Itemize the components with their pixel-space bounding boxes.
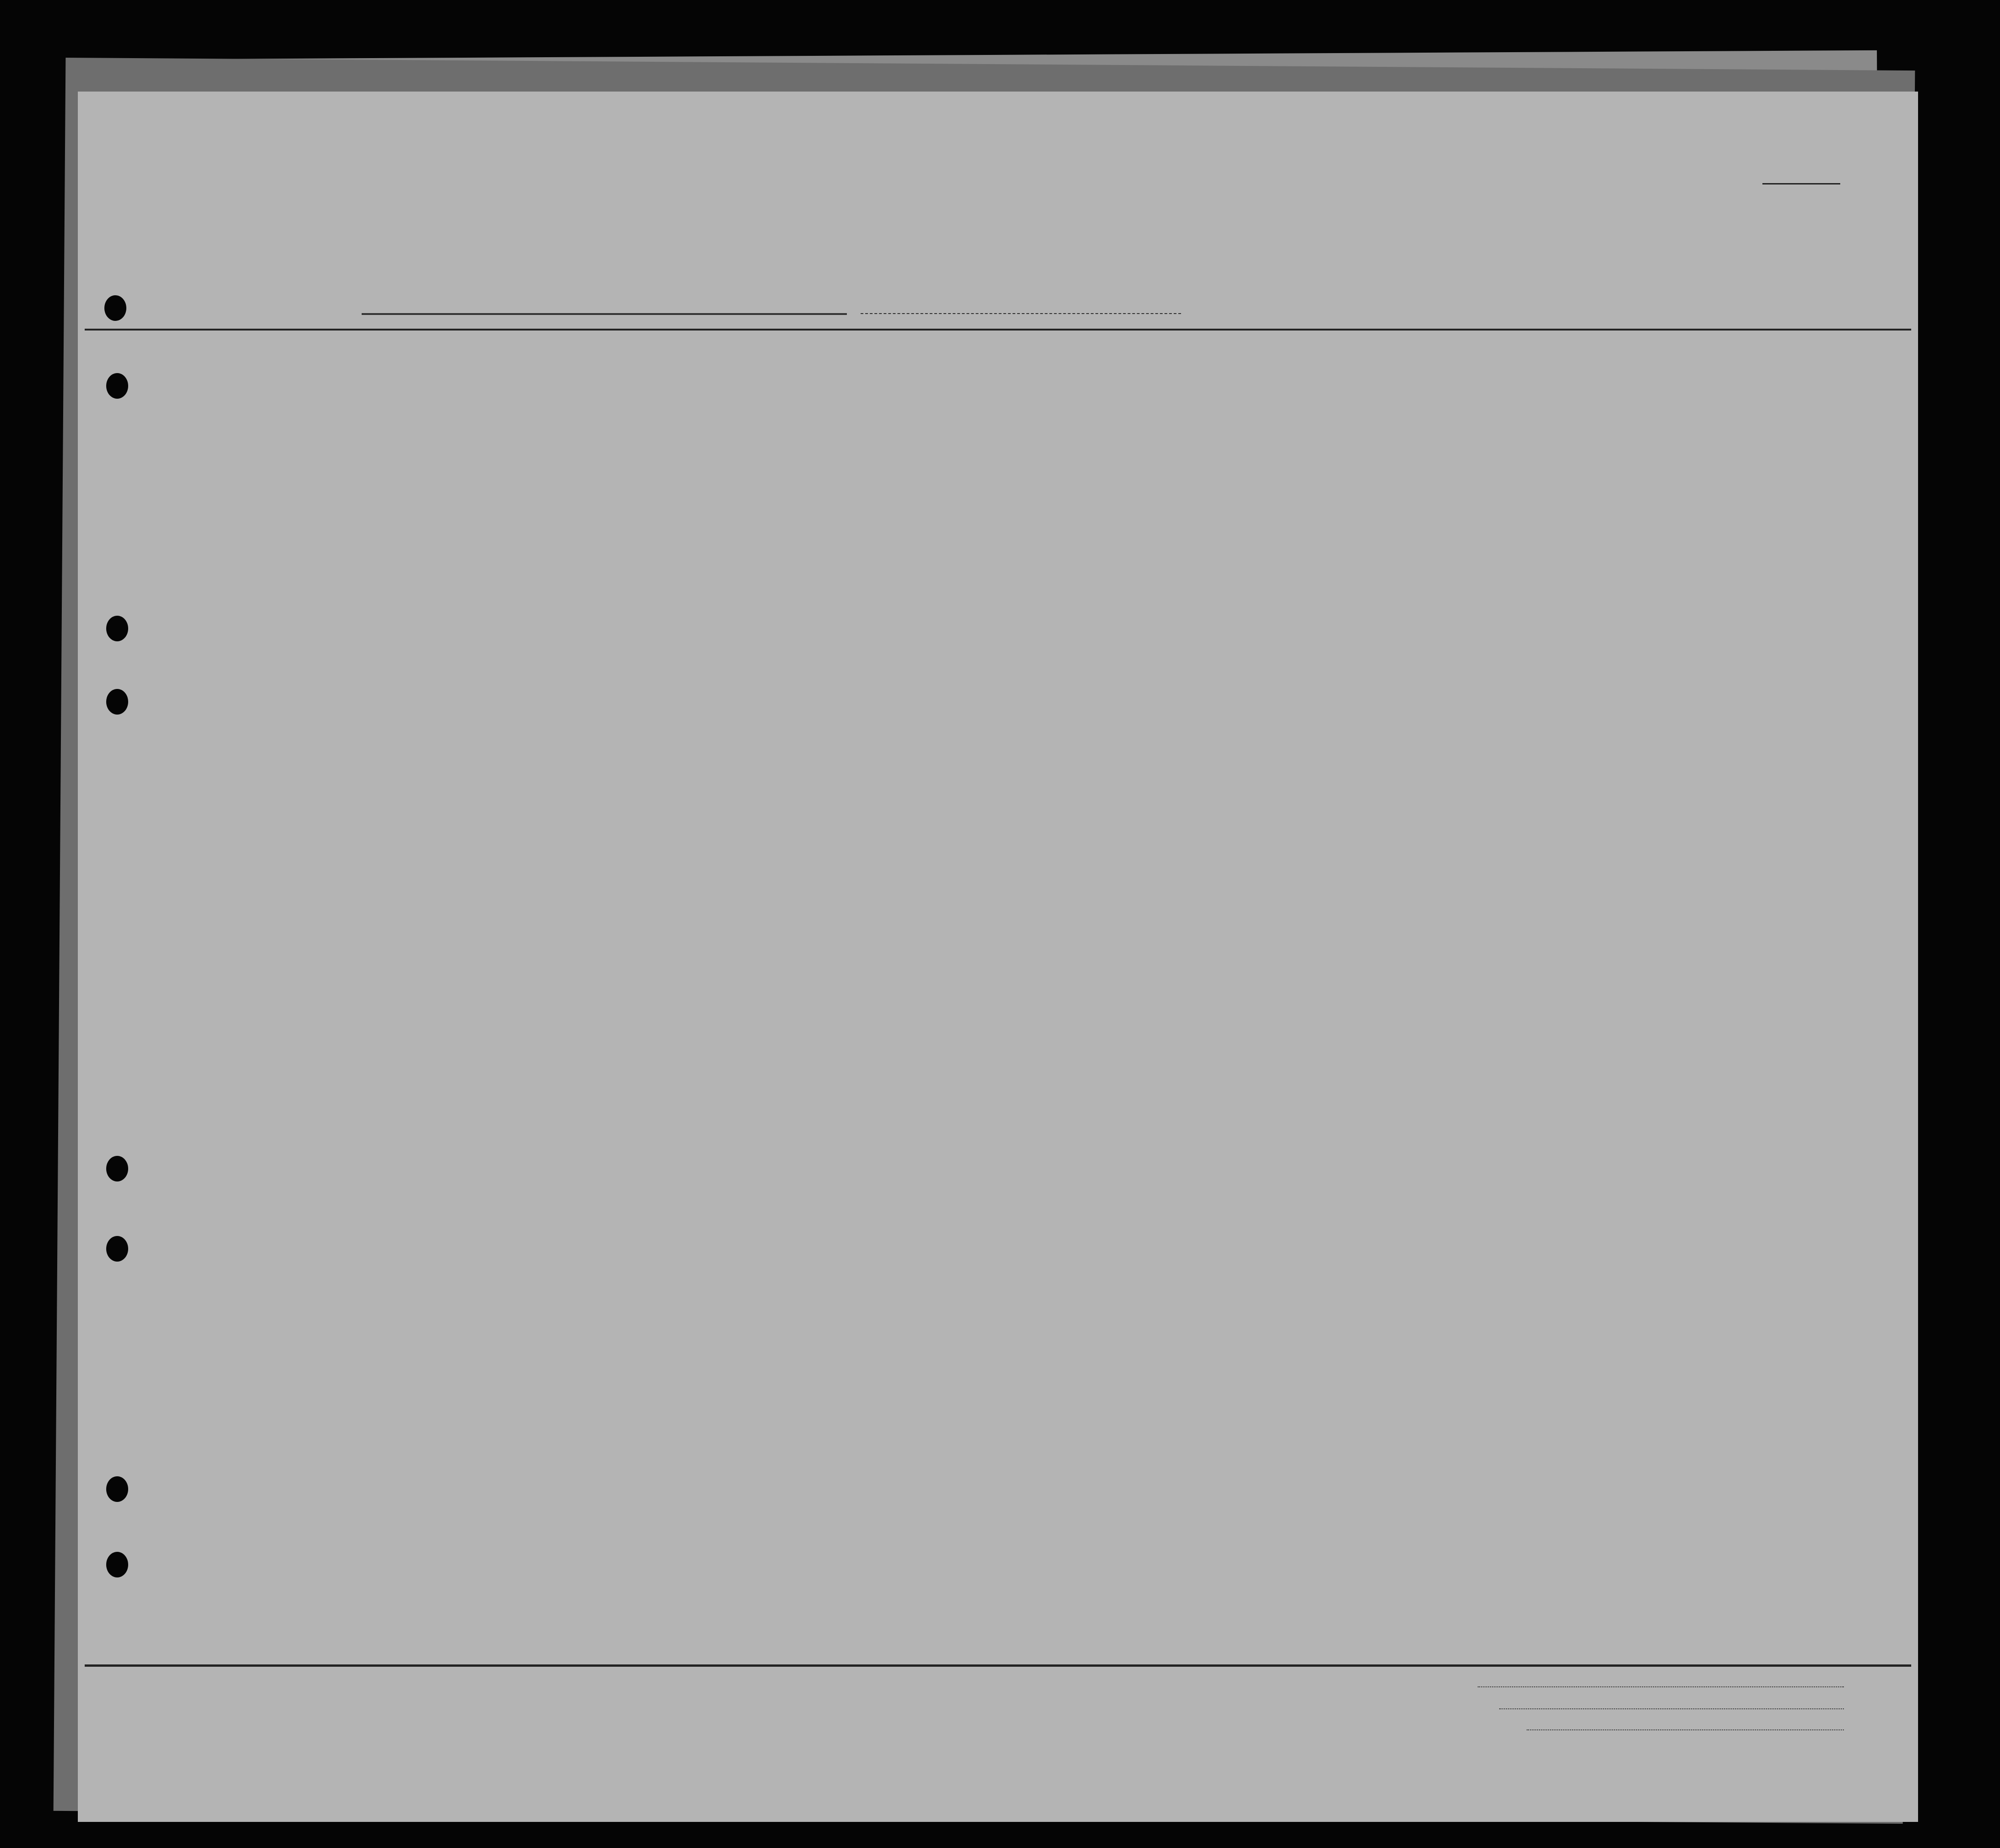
binder-hole — [106, 689, 128, 715]
manifest-sheet — [78, 92, 1918, 1822]
owners-field — [1499, 1708, 1844, 1709]
table-top-rule — [85, 329, 1911, 331]
port-line — [362, 313, 847, 315]
binder-hole — [106, 1552, 128, 1577]
binder-hole — [104, 295, 126, 321]
line-field — [1478, 1686, 1844, 1687]
binder-hole — [106, 1156, 128, 1181]
binder-hole — [106, 1236, 128, 1262]
binder-hole — [106, 616, 128, 641]
date-line — [861, 313, 1181, 315]
binder-hole — [106, 373, 128, 399]
list-underline — [1762, 183, 1840, 184]
binder-hole — [106, 1476, 128, 1502]
agents-field — [1527, 1729, 1844, 1730]
table-bottom-rule — [85, 1664, 1911, 1667]
